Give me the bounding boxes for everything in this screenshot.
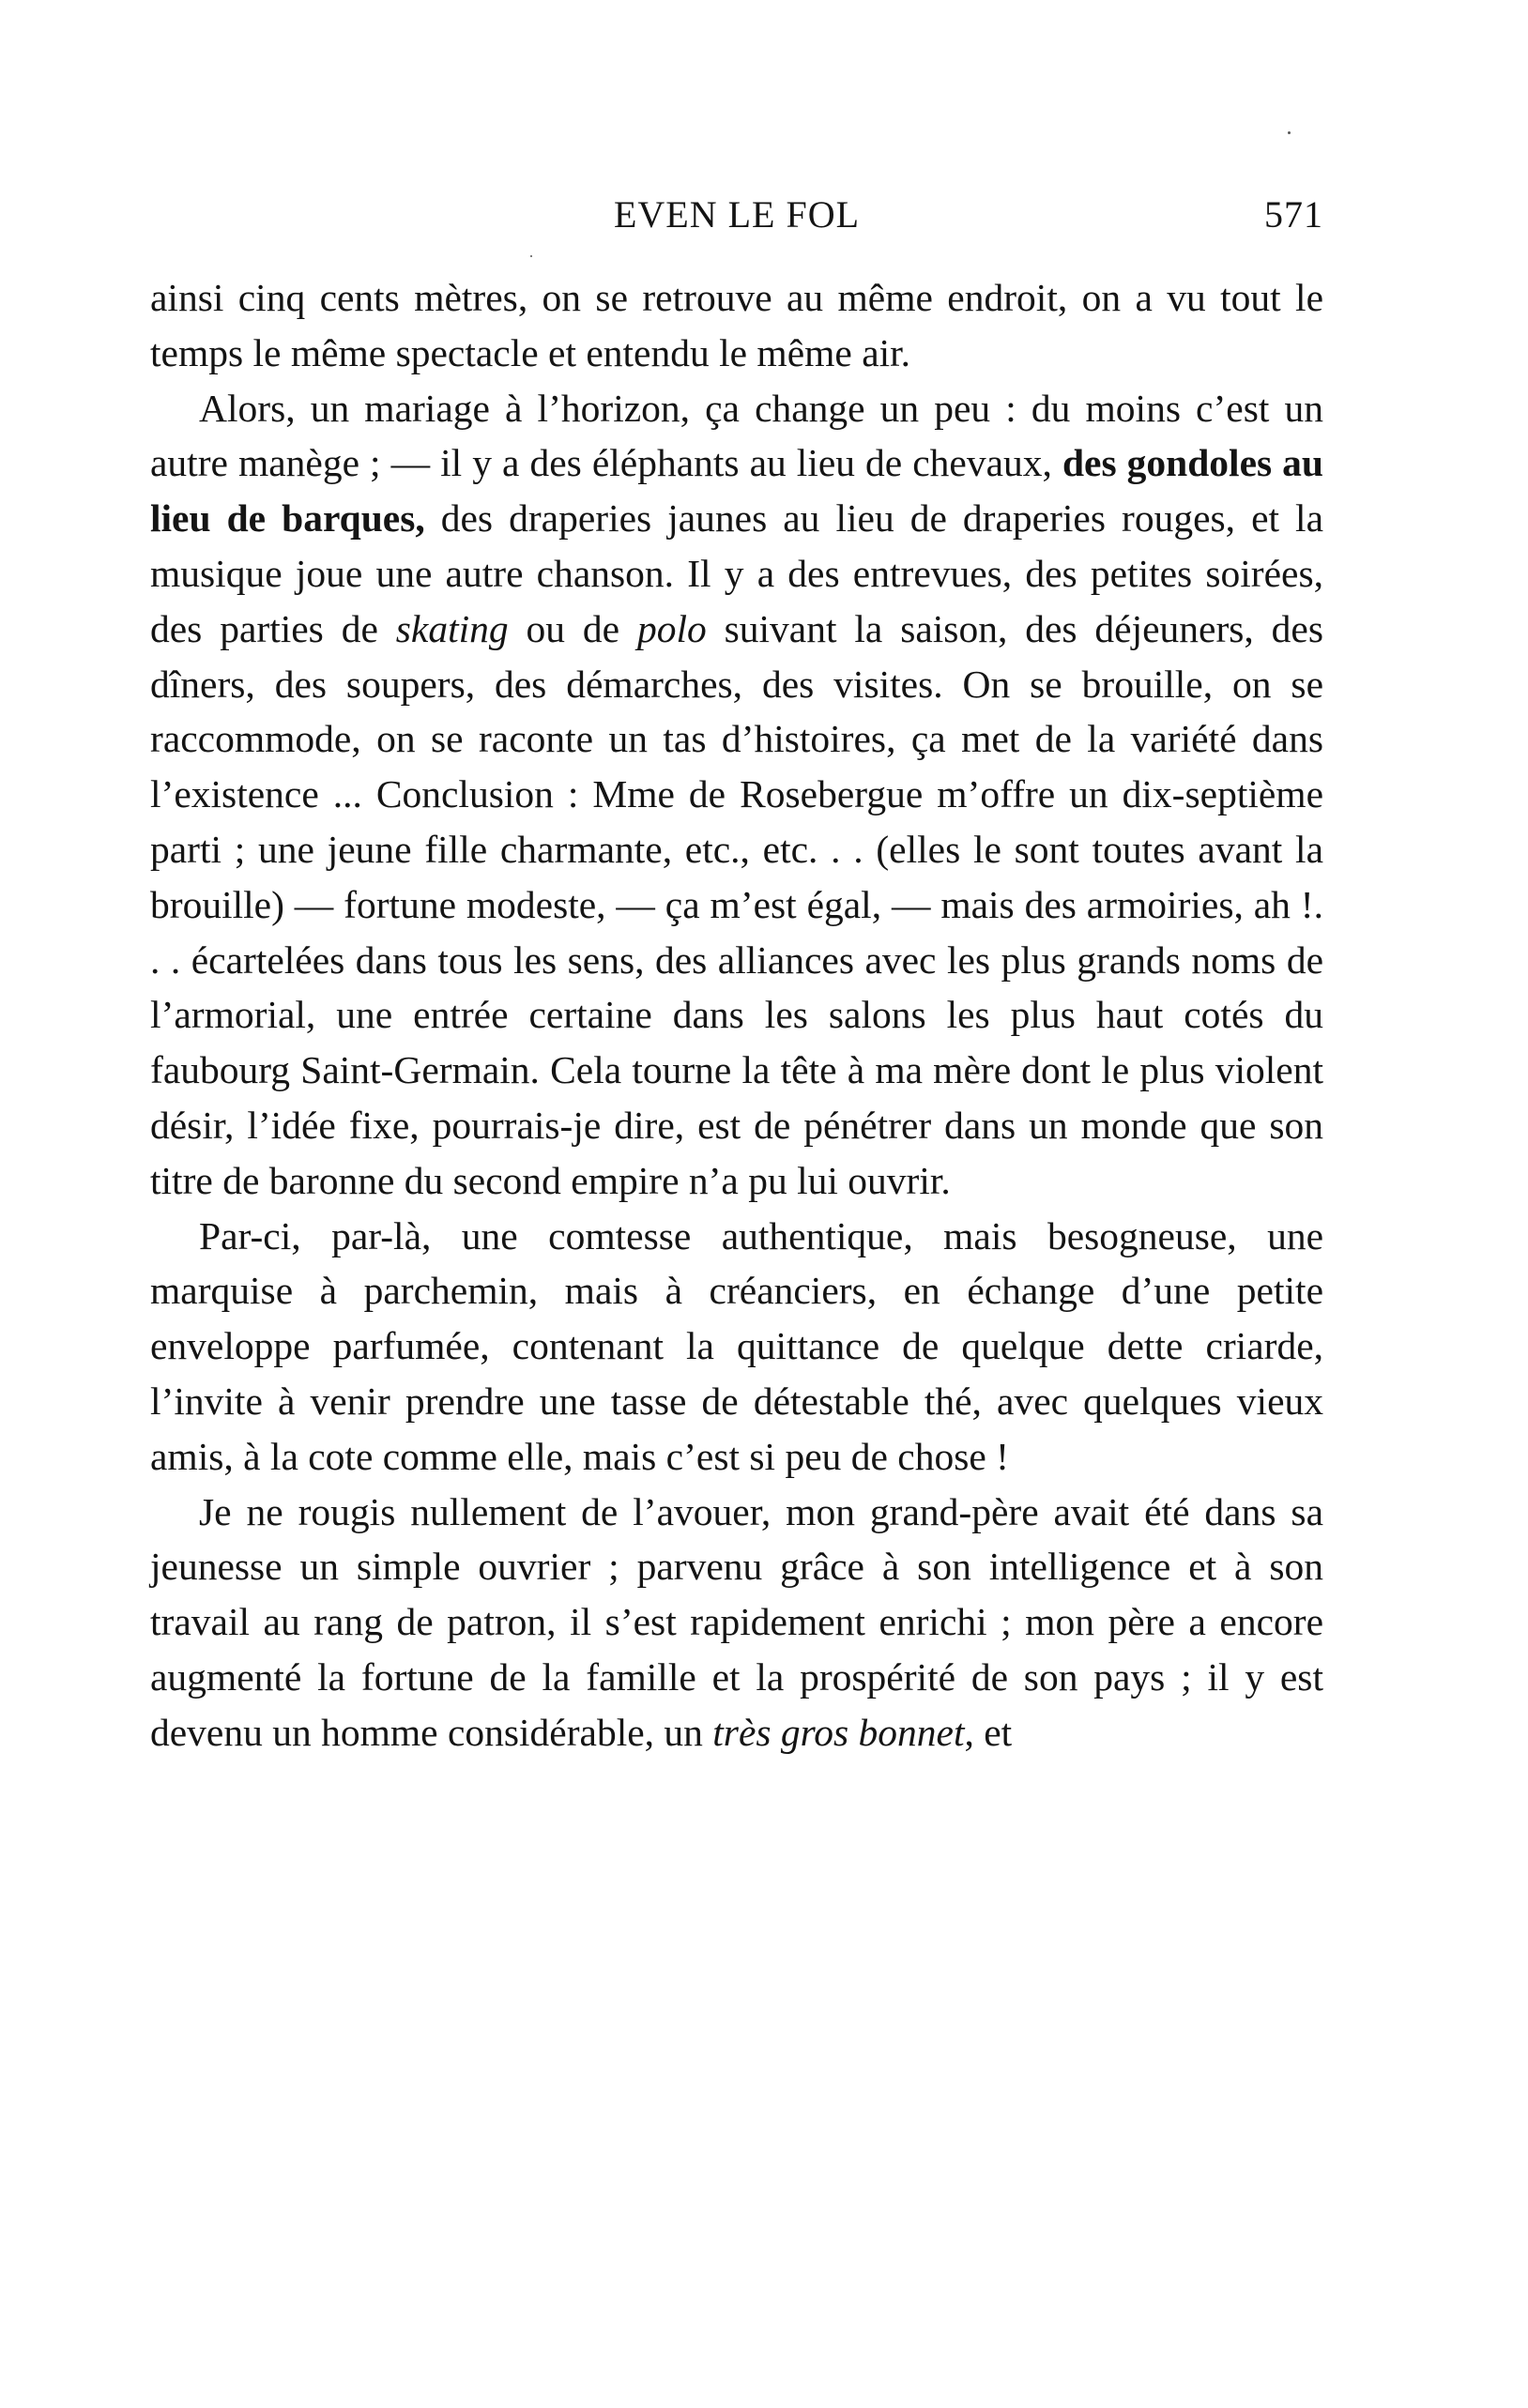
paragraph-4-text-c: , et [964, 1710, 1013, 1754]
print-speck [530, 255, 532, 257]
paragraph-1-text: ainsi cinq cents mètres, on se retrouve au même endroit, on a vu tout le temps le même spectacle et entendu le même air. [150, 276, 1323, 374]
paragraph-2 [150, 381, 1323, 1209]
paragraph-2-text-a: Alors, un mariage à l’horizon, ça change un peu : du moins c’est un autre manège ; — il y a des éléphants au lieu de chevaux, [150, 386, 1323, 485]
paragraph-3-text: Par-ci, par-là, une comtesse authentique, mais besogneuse, une marquise à parchemin, mais à créanciers, en échange d’une petite enveloppe parfumée, contenant la quittance de quelque dette criarde, l’invite à venir prendre une tasse de détestable thé, avec quelques vieux amis, à la cote comme elle, mais c’est si peu de chose ! [150, 1213, 1323, 1478]
italic-word-skating: skating [395, 606, 509, 650]
print-speck [1288, 131, 1291, 134]
paragraph-2-text-c: des draperies jaunes au lieu de draperies rouges, et la musique joue une autre chanson. Il y a des entrevues, des petites soirées, des parties de [150, 496, 1324, 650]
paragraph-4 [150, 1485, 1323, 1760]
paragraph-2-text-g: suivant la saison, des déjeuners, des dîners, des soupers, des démarches, des visites. On se brouille, on se raccommode, on se raconte un tas d’histoires, ça met de la variété dans l’existence ... Conclusion : Mme de Rosebergue m’offre un dix-septième parti ; une jeune fille charmante, etc., etc. . . (elles le sont toutes avant la brouille) — fortune modeste, — ça m’est égal, — mais des armoiries, ah !. . . écartelées dans tous les sens, des alliances avec les plus grands noms de l’armorial, une entrée certaine dans les salons les plus haut cotés du faubourg Saint-Germain. Cela tourne la tête à ma mère dont le plus violent désir, l’idée fixe, pourrais-je dire, est de pénétrer dans un monde que son titre de baronne du second empire n’a pu lui ouvrir. [150, 606, 1323, 1202]
paragraph-1 [150, 270, 1323, 381]
italic-word-polo: polo [636, 606, 707, 650]
paragraph-4-text-a: Je ne rougis nullement de l’avouer, mon grand-père avait été dans sa jeunesse un simple ouvrier ; parvenu grâce à son intelligence et à son travail au rang de patron, il s’est rapidement enrichi ; mon père a encore augmenté la fortune de la famille et la prospérité de son pays ; il y est devenu un homme considérable, un [150, 1489, 1323, 1754]
italic-phrase-tres-gros-bonnet: très gros bonnet [712, 1710, 965, 1754]
running-title: EVEN LE FOL [613, 193, 861, 236]
paragraph-2-bold-phrase: des gondoles au lieu de barques, [150, 441, 1324, 541]
page-header [150, 192, 1323, 249]
paragraph-3 [150, 1209, 1323, 1485]
page-number: 571 [1264, 193, 1323, 236]
body-text [150, 270, 1323, 1760]
paragraph-2-text-e: ou de [508, 606, 637, 650]
